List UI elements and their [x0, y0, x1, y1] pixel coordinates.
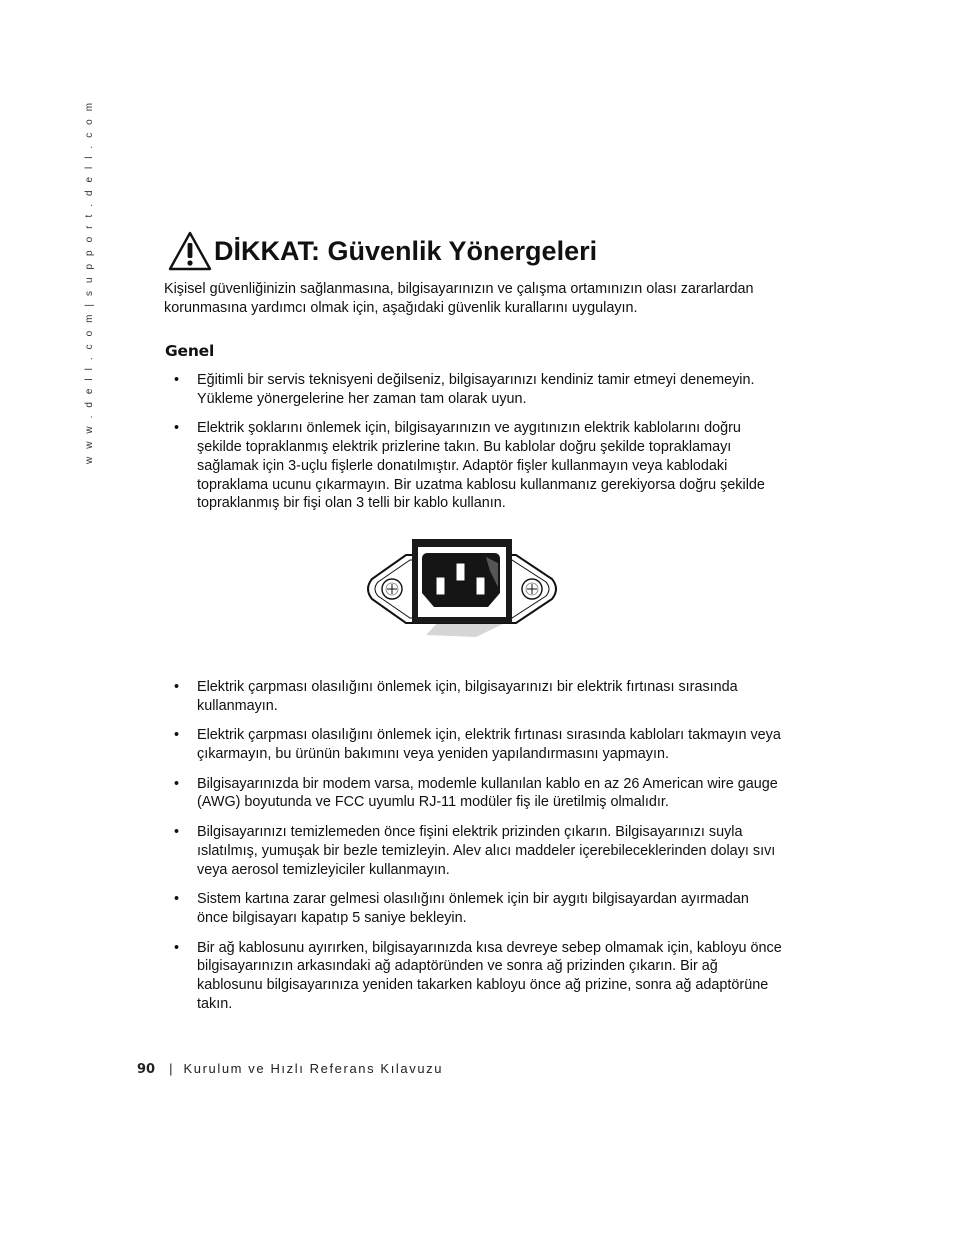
- bullet-dot: •: [174, 372, 180, 388]
- page-number: 90: [137, 1062, 156, 1077]
- bullet-dot: •: [174, 678, 180, 695]
- bullet-dot: •: [174, 727, 180, 744]
- section-heading: Genel: [165, 342, 215, 360]
- list-item: [164, 939, 784, 1014]
- page-footer: [137, 1061, 443, 1077]
- bullet-list-2: [164, 678, 784, 1014]
- bullet-dot: •: [174, 939, 180, 956]
- list-item-text: Bir ağ kablosunu ayırırken, bilgisayarınızda kısa devreye sebep olmamak için, kabloyu önce bilgisayarınızın arkasındaki ağ adaptöründen ve sonra ağ prizinden çıkarın. Bir ağ kablosunu bilgisayarınıza yeniden takarken kabloyu önce ağ prizine, sonra ağ adaptörüne takın.: [197, 939, 782, 1012]
- list-item-text: Eğitimli bir servis teknisyeni değilseniz, bilgisayarınızı kendiniz tamir etmeyi denemeyin. Yükleme yönergelerine her zaman tam olarak uyun.: [197, 372, 755, 407]
- bullet-dot: •: [174, 420, 180, 437]
- list-item: [164, 419, 784, 513]
- list-item: [164, 726, 784, 763]
- list-item: [164, 775, 784, 812]
- page-title: DİKKAT: Güvenlik Yönergeleri: [214, 236, 598, 266]
- footer-doc-title: Kurulum ve Hızlı Referans Kılavuzu: [183, 1061, 444, 1076]
- bullet-dot: •: [174, 824, 180, 841]
- main-content: [164, 228, 784, 1013]
- sidebar-url: w w w . d e l l . c o m | s u p p o r t . d e l l . c o m: [84, 100, 95, 464]
- footer-separator: |: [169, 1061, 173, 1076]
- bullet-dot: •: [174, 891, 180, 908]
- list-item: [164, 823, 784, 879]
- list-item: [164, 678, 784, 715]
- warning-triangle-icon: [168, 231, 212, 271]
- title-row: [164, 228, 784, 274]
- power-connector-icon: [366, 537, 558, 641]
- intro-paragraph: Kişisel güvenliğinizin sağlanmasına, bilgisayarınızın ve çalışma ortamınızın olası zararlardan korunmasına yardımcı olmak için, aşağıdaki güvenlik kurallarını uygulayın.: [164, 281, 754, 316]
- bullet-dot: •: [174, 775, 180, 792]
- bullet-list-1: [164, 371, 784, 513]
- list-item-text: Elektrik çarpması olasılığını önlemek için, elektrik fırtınası sırasında kabloları takmayın veya çıkarmayın, bu ürünün bakımını veya yeniden yapılandırmasını yapmayın.: [197, 727, 781, 763]
- power-connector-figure: [164, 521, 784, 671]
- list-item-text: Bilgisayarınızda bir modem varsa, modemle kullanılan kablo en az 26 American wire gauge (AWG) boyutunda ve FCC uyumlu RJ-11 modüler fiş ile üretilmiş olmalıdır.: [197, 775, 778, 811]
- list-item-text: Elektrik çarpması olasılığını önlemek için, bilgisayarınızı bir elektrik fırtınası sırasında kullanmayın.: [197, 678, 738, 714]
- list-item: [164, 890, 784, 927]
- list-item: [164, 371, 784, 408]
- list-item-text: Elektrik şoklarını önlemek için, bilgisayarınızın ve aygıtınızın elektrik kablolarını doğru şekilde topraklanmış elektrik prizlerine takın. Bu kablolar doğru şekilde topraklamayı sağlamak için 3-uçlu fişlerle donatılmıştır. Adaptör fişler kullanmayın veya kablodaki topraklama ucunu çıkarmayın. Bir uzatma kablosu kullanmanız gerekiyorsa doğru şekilde topraklanmış bir fişi olan 3 telli bir kablo kullanın.: [197, 420, 765, 512]
- list-item-text: Bilgisayarınızı temizlemeden önce fişini elektrik prizinden çıkarın. Bilgisayarınızı suyla ıslatılmış, yumuşak bir bezle temizleyin. Alev alıcı maddeler içerebileceklerinden dolayı sıvı veya aerosol temizleyiciler kullanmayın.: [197, 824, 776, 878]
- list-item-text: Sistem kartına zarar gelmesi olasılığını önlemek için bir aygıtı bilgisayardan ayırmadan önce bilgisayarı kapatıp 5 saniye bekleyin.: [197, 891, 749, 926]
